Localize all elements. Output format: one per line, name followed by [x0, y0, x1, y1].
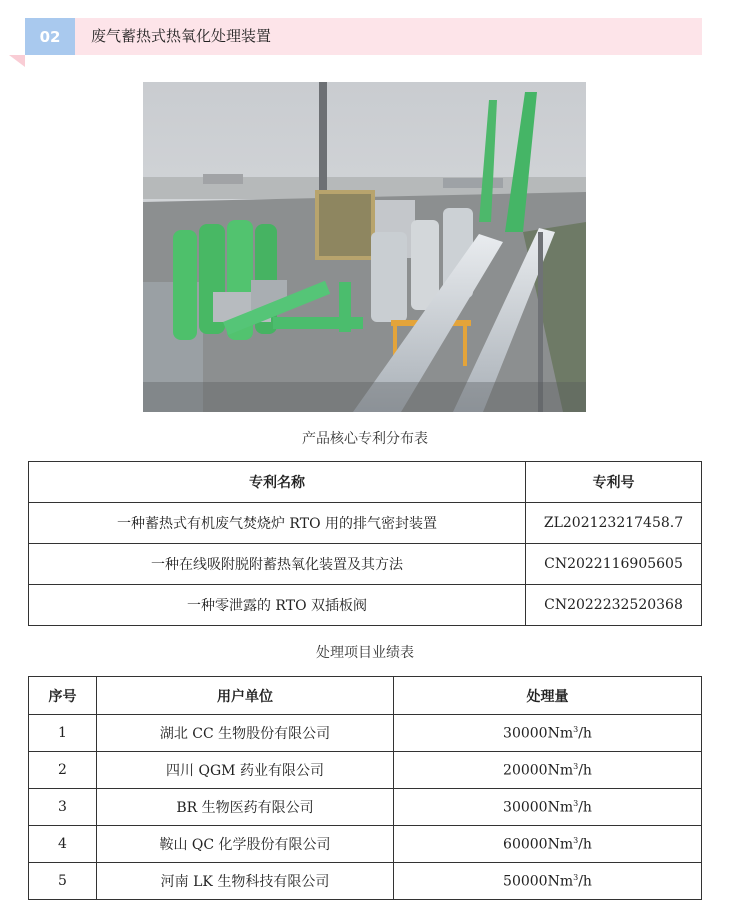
patent-name: 一种在线吸附脱附蓄热氧化装置及其方法 — [29, 544, 526, 585]
table-row — [29, 826, 702, 863]
project-no: 2 — [29, 752, 97, 789]
flow-rate: /h — [578, 762, 592, 779]
project-table — [28, 676, 702, 900]
flow-unit-sup: 3 — [573, 798, 579, 808]
patent-table-caption: 产品核心专利分布表 — [302, 431, 428, 447]
patent-table — [28, 461, 702, 626]
project-flow — [394, 789, 702, 826]
project-flow — [394, 715, 702, 752]
flow-value: 60000Nm — [503, 836, 574, 853]
section-number: 02 — [25, 18, 75, 55]
project-header-flow: 处理量 — [394, 677, 702, 715]
flow-value: 30000Nm — [503, 725, 574, 742]
patent-number: CN2022116905605 — [526, 544, 702, 585]
section-title: 废气蓄热式热氧化处理装置 — [91, 27, 272, 45]
project-header-no: 序号 — [29, 677, 97, 715]
project-no: 5 — [29, 863, 97, 900]
project-header-unit: 用户单位 — [97, 677, 394, 715]
industrial-plant-photo — [143, 82, 586, 412]
table-row — [29, 863, 702, 900]
flow-unit-sup: 3 — [573, 724, 579, 734]
flow-rate: /h — [578, 799, 592, 816]
flow-unit-sup: 3 — [573, 761, 579, 771]
project-no: 3 — [29, 789, 97, 826]
table-row — [29, 585, 702, 626]
patent-header-number: 专利号 — [526, 462, 702, 503]
project-flow — [394, 863, 702, 900]
project-unit: 鞍山 QC 化学股份有限公司 — [97, 826, 394, 863]
table-row — [29, 752, 702, 789]
flow-rate: /h — [578, 836, 592, 853]
project-unit: 河南 LK 生物科技有限公司 — [97, 863, 394, 900]
project-unit: 湖北 CC 生物股份有限公司 — [97, 715, 394, 752]
patent-number: ZL202123217458.7 — [526, 503, 702, 544]
table-row — [29, 789, 702, 826]
project-unit: 四川 QGM 药业有限公司 — [97, 752, 394, 789]
flow-value: 50000Nm — [503, 873, 574, 890]
flow-value: 30000Nm — [503, 799, 574, 816]
section-header — [25, 18, 702, 55]
flow-unit-sup: 3 — [573, 872, 579, 882]
table-row — [29, 544, 702, 585]
project-table-caption: 处理项目业绩表 — [316, 645, 414, 661]
flow-rate: /h — [578, 725, 592, 742]
project-flow — [394, 752, 702, 789]
project-unit: BR 生物医药有限公司 — [97, 789, 394, 826]
project-flow — [394, 826, 702, 863]
project-no: 1 — [29, 715, 97, 752]
table-row — [29, 503, 702, 544]
patent-number: CN2022232520368 — [526, 585, 702, 626]
patent-header-name: 专利名称 — [29, 462, 526, 503]
flow-rate: /h — [578, 873, 592, 890]
section-header-tail — [9, 55, 25, 67]
patent-name: 一种零泄露的 RTO 双插板阀 — [29, 585, 526, 626]
project-no: 4 — [29, 826, 97, 863]
flow-unit-sup: 3 — [573, 835, 579, 845]
table-row — [29, 715, 702, 752]
flow-value: 20000Nm — [503, 762, 574, 779]
patent-name: 一种蓄热式有机废气焚烧炉 RTO 用的排气密封装置 — [29, 503, 526, 544]
